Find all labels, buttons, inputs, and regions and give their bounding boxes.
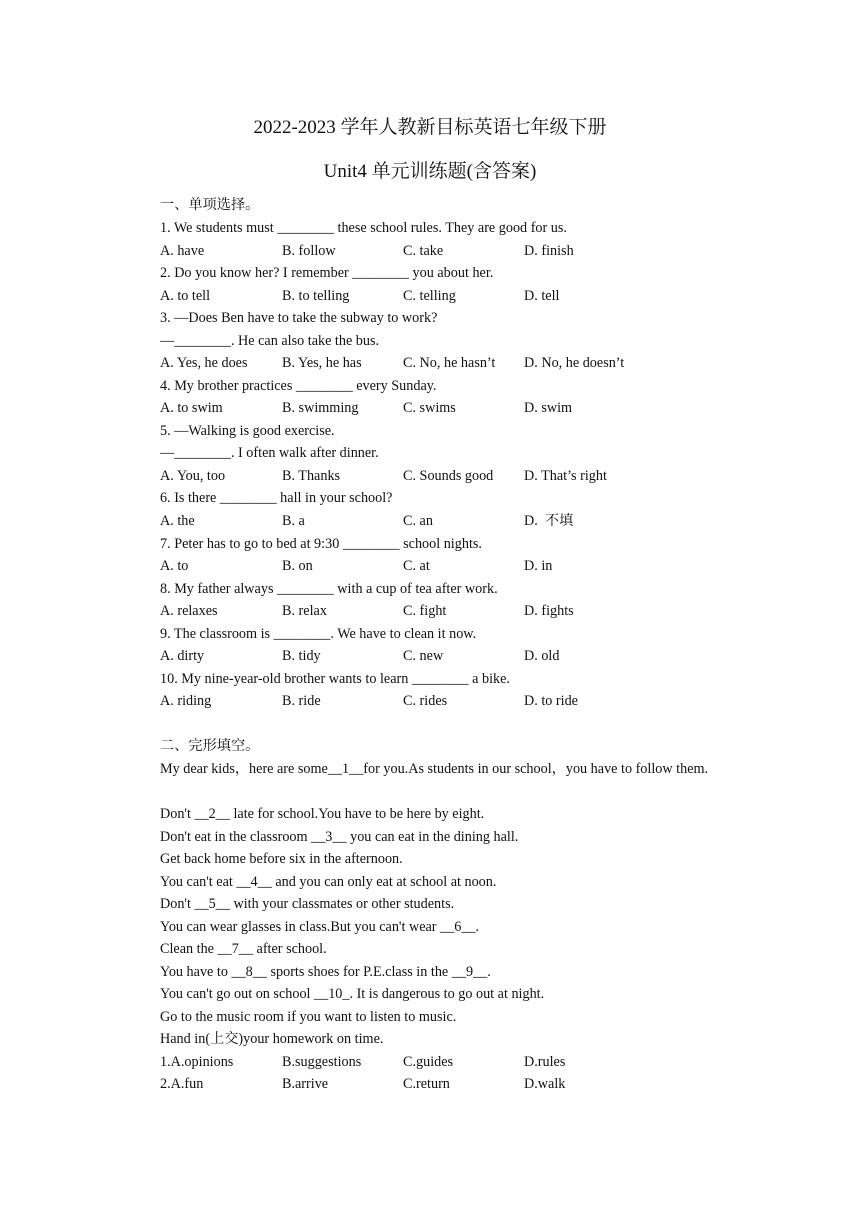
- option-c: C. swims: [403, 400, 456, 416]
- option-b: B. Yes, he has: [282, 355, 362, 371]
- question-stem: 9. The classroom is ________. We have to clean it now.: [160, 626, 477, 642]
- question-stem: 5. —Walking is good exercise.: [160, 423, 335, 439]
- question-stem: 7. Peter has to go to bed at 9:30 ________ school nights.: [160, 536, 482, 552]
- cloze-rule-line: Don't eat in the classroom __3__ you can eat in the dining hall.: [160, 829, 519, 845]
- option-d: D. swim: [524, 400, 573, 416]
- cloze-option-b: B.suggestions: [282, 1054, 362, 1070]
- cloze-option-b: B.arrive: [282, 1076, 329, 1092]
- option-d: D. tell: [524, 288, 560, 304]
- cloze-intro-paragraph: My dear kids，here are some__1__for you.As students in our school，you have to follow them.: [160, 761, 709, 777]
- option-c: C. an: [403, 513, 433, 529]
- question-stem: 8. My father always ________ with a cup of tea after work.: [160, 581, 498, 597]
- option-c: C. No, he hasn’t: [403, 355, 496, 371]
- option-c: C. telling: [403, 288, 456, 304]
- option-b: B. a: [282, 513, 305, 529]
- option-a: A. You, too: [160, 468, 226, 484]
- option-d: D. That’s right: [524, 468, 607, 484]
- option-d: D. finish: [524, 243, 574, 259]
- option-c: C. fight: [403, 603, 447, 619]
- option-b: B. follow: [282, 243, 336, 259]
- cloze-option-a: 1.A.opinions: [160, 1054, 234, 1070]
- question-stem: 1. We students must ________ these school rules. They are good for us.: [160, 220, 567, 236]
- cloze-option-a: 2.A.fun: [160, 1076, 204, 1092]
- option-a: A. to swim: [160, 400, 223, 416]
- cloze-rule-line: Don't __5__ with your classmates or other students.: [160, 896, 455, 912]
- cloze-rule-line: Get back home before six in the afternoon.: [160, 851, 403, 867]
- cloze-rule-line: You can't go out on school __10_. It is dangerous to go out at night.: [160, 986, 545, 1002]
- option-a: A. riding: [160, 693, 212, 709]
- option-b: B. swimming: [282, 400, 359, 416]
- section-heading-choice: 一、单项选择。: [160, 197, 260, 213]
- option-d: D. old: [524, 648, 560, 664]
- question-stem: 6. Is there ________ hall in your school?: [160, 490, 393, 506]
- option-d: D. 不填: [524, 513, 574, 529]
- question-stem: 2. Do you know her? I remember ________ you about her.: [160, 265, 494, 281]
- question-stem-reply: —________. I often walk after dinner.: [160, 445, 379, 461]
- question-stem: 10. My nine-year-old brother wants to learn ________ a bike.: [160, 671, 510, 687]
- cloze-rule-line: You can't eat __4__ and you can only eat at school at noon.: [160, 874, 497, 890]
- option-b: B. ride: [282, 693, 321, 709]
- document-title: 2022-2023 学年人教新目标英语七年级下册: [253, 117, 607, 138]
- option-a: A. to: [160, 558, 189, 574]
- option-a: A. to tell: [160, 288, 211, 304]
- option-b: B. on: [282, 558, 313, 574]
- option-a: A. the: [160, 513, 195, 529]
- cloze-option-d: D.walk: [524, 1076, 566, 1092]
- option-c: C. at: [403, 558, 430, 574]
- option-a: A. Yes, he does: [160, 355, 248, 371]
- option-a: A. have: [160, 243, 205, 259]
- section-heading-cloze: 二、完形填空。: [160, 738, 260, 754]
- cloze-rule-line: Hand in(上交)your homework on time.: [160, 1031, 384, 1047]
- cloze-rule-line: You have to __8__ sports shoes for P.E.class in the __9__.: [160, 964, 491, 980]
- option-c: C. rides: [403, 693, 448, 709]
- cloze-rule-line: You can wear glasses in class.But you can't wear __6__.: [160, 919, 480, 935]
- option-d: D. in: [524, 558, 553, 574]
- cloze-rule-line: Go to the music room if you want to listen to music.: [160, 1009, 457, 1025]
- option-d: D. No, he doesn’t: [524, 355, 625, 371]
- cloze-option-d: D.rules: [524, 1054, 566, 1070]
- question-stem: 4. My brother practices ________ every Sunday.: [160, 378, 437, 394]
- option-d: D. to ride: [524, 693, 578, 709]
- question-stem: 3. —Does Ben have to take the subway to work?: [160, 310, 438, 326]
- cloze-option-c: C.guides: [403, 1054, 454, 1070]
- cloze-rule-line: Don't __2__ late for school.You have to be here by eight.: [160, 806, 485, 822]
- question-stem-reply: —________. He can also take the bus.: [160, 333, 380, 349]
- cloze-option-c: C.return: [403, 1076, 450, 1092]
- option-a: A. dirty: [160, 648, 205, 664]
- option-c: C. new: [403, 648, 444, 664]
- document-subtitle: Unit4 单元训练题(含答案): [323, 161, 537, 182]
- option-a: A. relaxes: [160, 603, 218, 619]
- option-b: B. relax: [282, 603, 327, 619]
- option-b: B. to telling: [282, 288, 350, 304]
- option-c: C. Sounds good: [403, 468, 494, 484]
- option-b: B. tidy: [282, 648, 321, 664]
- option-d: D. fights: [524, 603, 574, 619]
- option-b: B. Thanks: [282, 468, 341, 484]
- cloze-rule-line: Clean the __7__ after school.: [160, 941, 327, 957]
- option-c: C. take: [403, 243, 444, 259]
